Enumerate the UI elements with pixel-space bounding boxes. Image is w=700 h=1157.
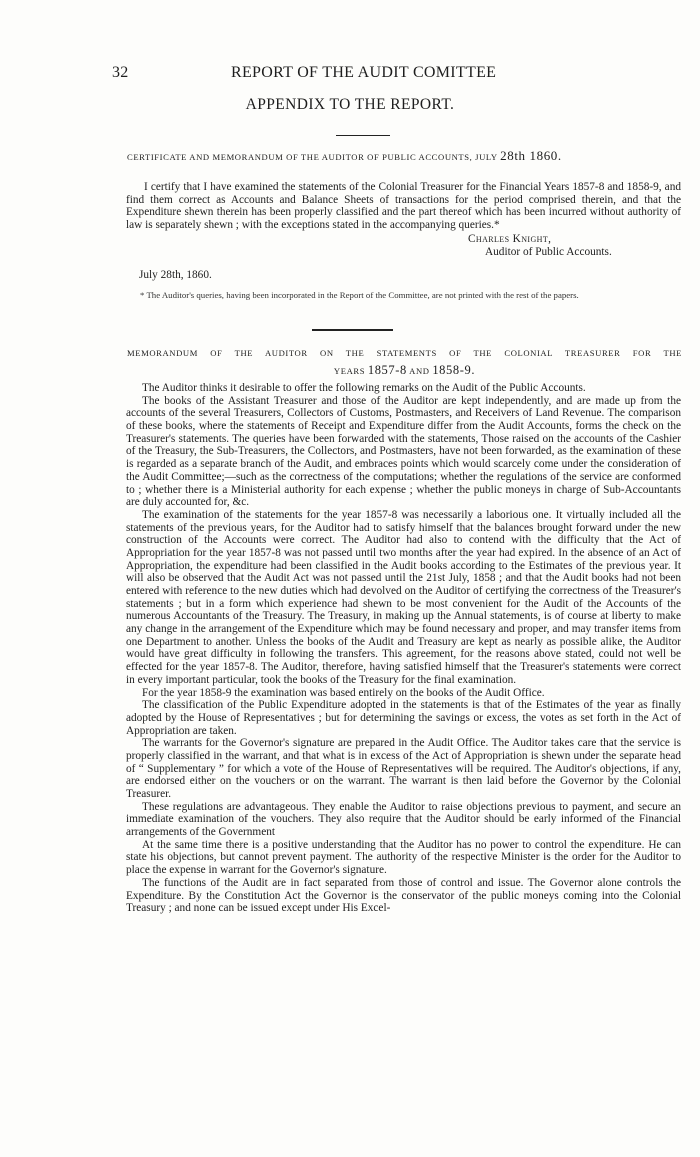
footnote: * The Auditor's queries, having been incorporated in the Report of the Committee, are not printed with the rest of the papers.: [140, 290, 579, 300]
memorandum-title-and: AND: [409, 366, 430, 376]
memorandum-paragraph: The warrants for the Governor's signature are prepared in the Audit Office. The Auditor takes care that the service is properly classified in the warrant, and that what is in excess of the Act of Appropriation is shewn under the separate head of “ Supplementary ” for which a vote of the House of Representatives will be required. The Auditor's objections, if any, are endorsed either on the vouchers or on the warrant. The warrant is then laid before the Governor by the Colonial Treasurer.: [126, 737, 681, 800]
memorandum-title-years-word: YEARS: [333, 366, 366, 376]
memorandum-paragraph: At the same time there is a positive understanding that the Auditor has no power to control the expenditure. He can state his objections, but cannot prevent payment. The authority of the respective Minister is the order for the Auditor to place the expense in warrant for the Governor's signature.: [126, 838, 681, 877]
memorandum-paragraph: The functions of the Audit are in fact separated from those of control and issue. The Governor alone controls the Expenditure. By the Constitution Act the Governor is the conservator of the public moneys coming into the Colonial Treasury ; and none can be issued except under His Excel-: [126, 876, 681, 915]
memorandum-title-year2: 1858-9.: [432, 363, 476, 377]
memorandum-title-year1: 1857-8: [367, 363, 407, 377]
certificate-heading-date: 28th 1860.: [500, 148, 562, 163]
section-divider: [336, 135, 390, 136]
signature-title: Auditor of Public Accounts.: [485, 246, 612, 258]
memorandum-paragraph: The Auditor thinks it desirable to offer the following remarks on the Audit of the Public Accounts.: [142, 382, 586, 394]
signature-name: [468, 233, 551, 246]
section-divider-2: [312, 329, 393, 331]
certificate-heading: [127, 146, 677, 167]
certificate-heading-text: CERTIFICATE AND MEMORANDUM OF THE AUDITOR OF PUBLIC ACCOUNTS, JULY: [127, 152, 498, 162]
page-number: 32: [112, 64, 129, 81]
certificate-body: I certify that I have examined the statements of the Colonial Treasurer for the Financial Years 1857-8 and 1858-9, and find them correct as Accounts and Balance Sheets of transactions for the period comprised therein, and that the Expenditure shewn therein has been properly classified and the part thereof which has been incurred without authority of law is separately shewn ; with the exceptions stated in the accompanying queries.*: [126, 181, 681, 231]
appendix-title: APPENDIX TO THE REPORT.: [245, 96, 455, 113]
report-title: REPORT OF THE AUDIT COMITTEE: [231, 64, 497, 81]
memorandum-title-line2: [127, 363, 682, 378]
memorandum-title: [127, 343, 682, 363]
memorandum-body: [126, 382, 681, 915]
signature-name-text: Charles Knight,: [468, 233, 552, 245]
memorandum-paragraph: The examination of the statements for the year 1857-8 was necessarily a laborious one. It virtually included all the statements of the previous years, for the Auditor had to satisfy himself that the balances brought forward under the new construction of the Accounts were correct. The Auditor had also to contend with the difficulty that the Act of Appropriation for the year 1857-8 was not passed until two months after the year had expired. In the absence of an Act of Appropriation, the expenditure had been classified in the Audit books according to the Estimates of the previous year. It will also be observed that the Audit Act was not passed until the 21st July, 1858 ; and that the Audit books had not been entered with reference to the new duties which had devolved on the Auditor of certifying the correctness of the Treasurer's statements ; but in a form which experience had shewn to be most convenient for the Audit of the Accounts of the numerous Accountants of the Treasury. The Treasury, in making up the Annual statements, is of course at liberty to make any change in the arrangement of the Expenditure which may be found necessary and proper, and may transfer items from one Department to another. Unless the books of the Audit and Treasury are kept as nearly as possible alike, the Auditor would have great difficulty in following the transfers. This agreement, for the reasons above stated, could not well be effected for the year 1857-8. The Auditor, therefore, having satisfied himself that the Treasurer's statements were correct in every important particular, took the books of the Treasury for the final examination.: [126, 508, 681, 686]
memorandum-paragraph: For the year 1858-9 the examination was based entirely on the books of the Audit Office.: [142, 686, 545, 699]
memorandum-title-line1: MEMORANDUM OF THE AUDITOR ON THE STATEMENTS OF THE COLONIAL TREASURER FOR THE: [127, 348, 682, 358]
memorandum-paragraph: The classification of the Public Expenditure adopted in the statements is that of the Estimates of the year as finally adopted by the House of Representatives ; but for determining the savings or excess, the votes as set forth in the Act of Appropriation are taken.: [126, 699, 681, 737]
certificate-date: July 28th, 1860.: [139, 269, 212, 281]
memorandum-paragraph: The books of the Assistant Treasurer and those of the Auditor are kept independently, and are made up from the accounts of the several Treasurers, Collectors of Customs, Postmasters, and Receivers of Land Revenue. The comparison of these books, where the statements of Receipt and Expenditure differ from the Audit Accounts, forms the check on the Treasurer's statements. The queries have been forwarded with the statements, Those raised on the accounts of the Cashier of the Treasury, the Sub-Treasurers, the Collectors, and Postmasters, have not been forwarded, as the examination of these is regarded as a separate branch of the Audit, and embraces points which would scarcely come under the consideration of the Audit Committee;—such as the correctness of the computations; whether the regulations of the service are conformed to ; whether there is a Ministerial authority for each expense ; whether the public moneys in charge of Sub-Accountants are duly accounted for, &c.: [126, 394, 681, 509]
memorandum-paragraph: These regulations are advantageous. They enable the Auditor to raise objections previous to payment, and secure an immediate examination of the vouchers. They also require that the Auditor should be early informed of the Financial arrangements of the Government: [126, 800, 681, 839]
